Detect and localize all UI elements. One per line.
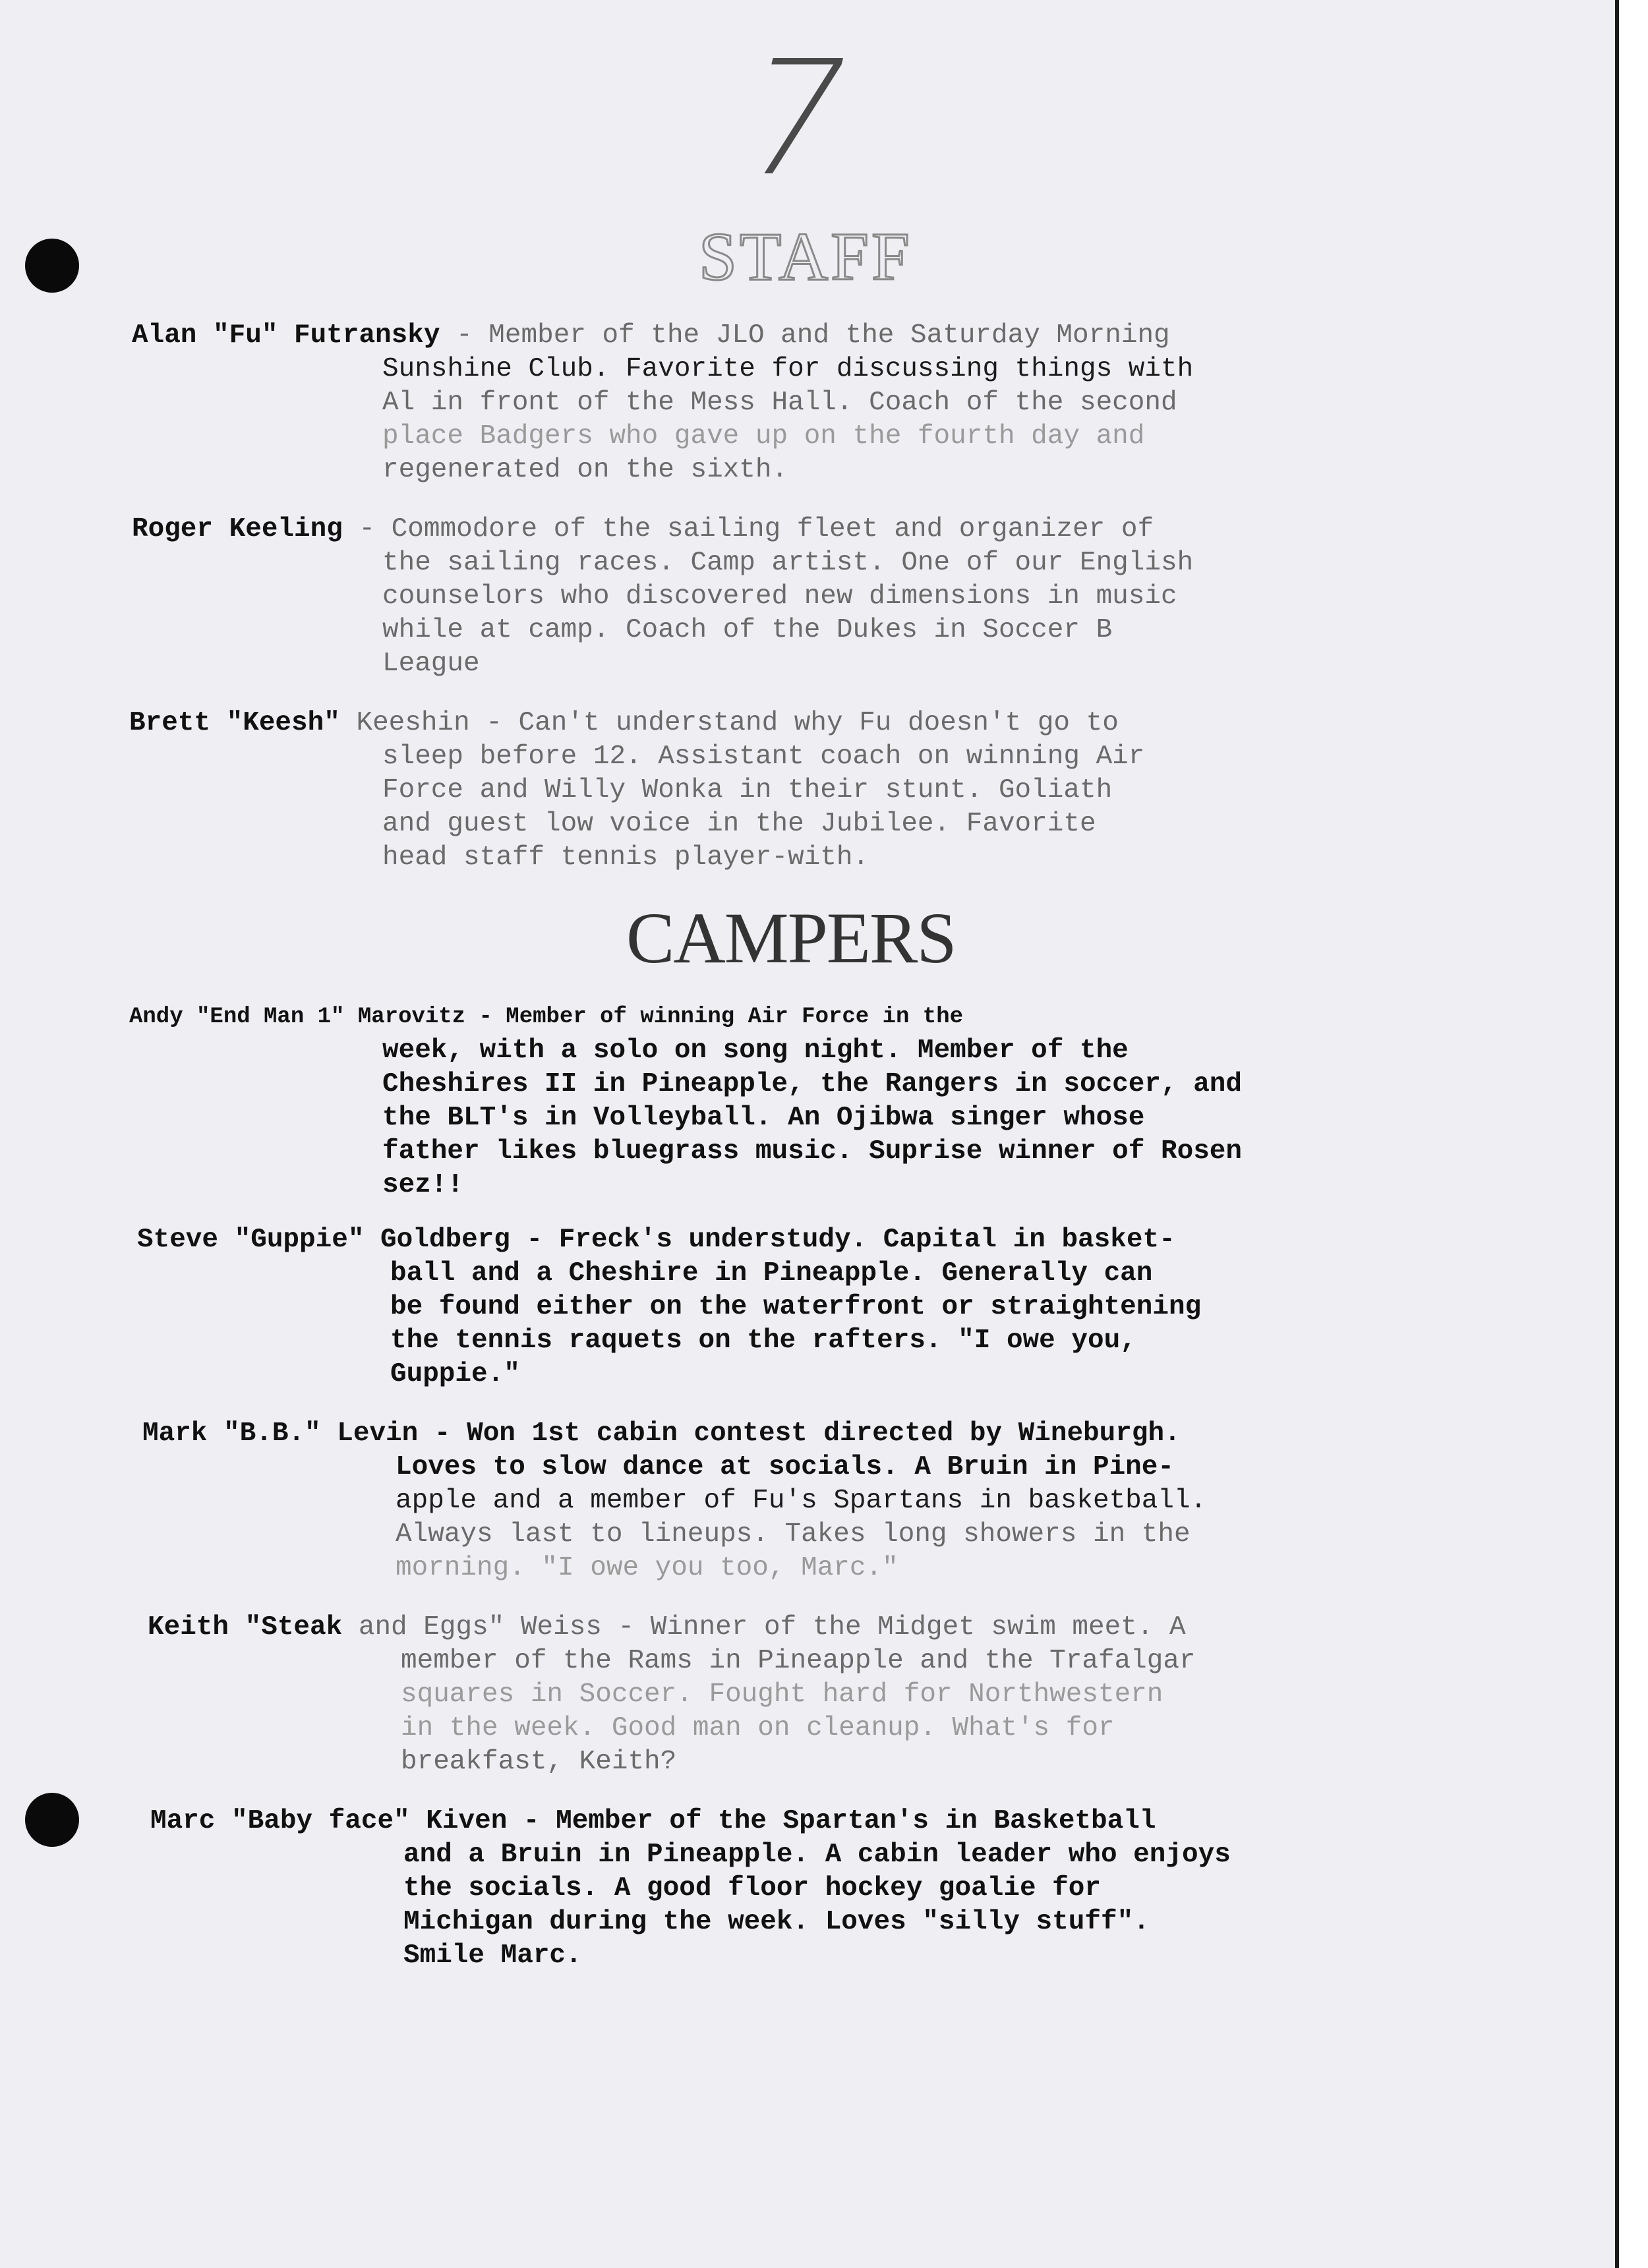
staff-name: Alan "Fu" Futransky <box>132 320 440 351</box>
camper-name: Andy "End Man 1" Marovitz <box>129 1004 466 1030</box>
camper-name: Mark "B.B." Levin <box>142 1418 419 1449</box>
camper-entry: Mark "B.B." Levin - Won 1st cabin contest directed by Wineburgh. Loves to slow dance at socials. A Bruin in Pine- apple and a member of Fu's Spartans in basketball. Always last to lineups. Takes long showers in the morning. "I owe you too, Marc." <box>142 1418 1207 1583</box>
staff-name: Roger Keeling <box>132 514 343 544</box>
campers-heading: CAMPERS <box>626 898 956 978</box>
camper-entry: Marc "Baby face" Kiven - Member of the Spartan's in Basketball and a Bruin in Pineapple. A cabin leader who enjoys the socials. A good floor hockey goalie for Michigan during the week. Loves "silly stuff". Smile Marc. <box>150 1806 1231 1971</box>
staff-entry: Brett "Keesh" Keeshin - Can't understand why Fu doesn't go to sleep before 12. Assistant coach on winning Air Force and Willy Wonka in their stunt. Goliath and guest low voice in the Jubilee. Favorite head staff tennis player-with. <box>129 708 1145 873</box>
page-edge <box>1615 0 1619 2268</box>
punch-hole-bottom <box>25 1793 79 1847</box>
camper-entry: Keith "Steak and Eggs" Weiss - Winner of the Midget swim meet. A member of the Rams in Pineapple and the Trafalgar squares in Soccer. Fought hard for Northwestern in the week. Good man on cleanup. What's for breakfast, Keith? <box>148 1612 1196 1777</box>
camper-name: Keith "Steak <box>148 1612 343 1643</box>
staff-heading: STAFF <box>699 219 912 295</box>
staff-entry: Alan "Fu" Futransky - Member of the JLO and the Saturday Morning Sunshine Club. Favorite for discussing things with Al in front of the Mess Hall. Coach of the second place Badgers who gave up on the fourth day and regenerated on the sixth. <box>132 320 1194 485</box>
camper-name: Marc "Baby face" <box>150 1806 410 1836</box>
camper-name: Steve "Guppie" Goldberg <box>137 1225 510 1255</box>
handwritten-page-number: 7 <box>722 26 869 211</box>
staff-name: Brett "Keesh" <box>129 708 340 738</box>
camper-entry: Andy "End Man 1" Marovitz - Member of winning Air Force in the week, with a solo on song night. Member of the Cheshires II in Pineapple, the Rangers in soccer, and the BLT's in Volleyball. An Ojibwa singer whose father likes bluegrass music. Suprise winner of Rosen sez!! <box>129 1004 1243 1200</box>
staff-entry: Roger Keeling - Commodore of the sailing fleet and organizer of the sailing races. Camp artist. One of our English counselors who discovered new dimensions in music while at camp. Coach of the Dukes in Soccer B League <box>132 514 1194 679</box>
punch-hole-top <box>25 239 79 293</box>
camper-entry: Steve "Guppie" Goldberg - Freck's understudy. Capital in basket- ball and a Cheshire in Pineapple. Generally can be found either on the waterfront or straightening the tennis raquets on the rafters. "I owe you, Guppie." <box>137 1225 1202 1389</box>
